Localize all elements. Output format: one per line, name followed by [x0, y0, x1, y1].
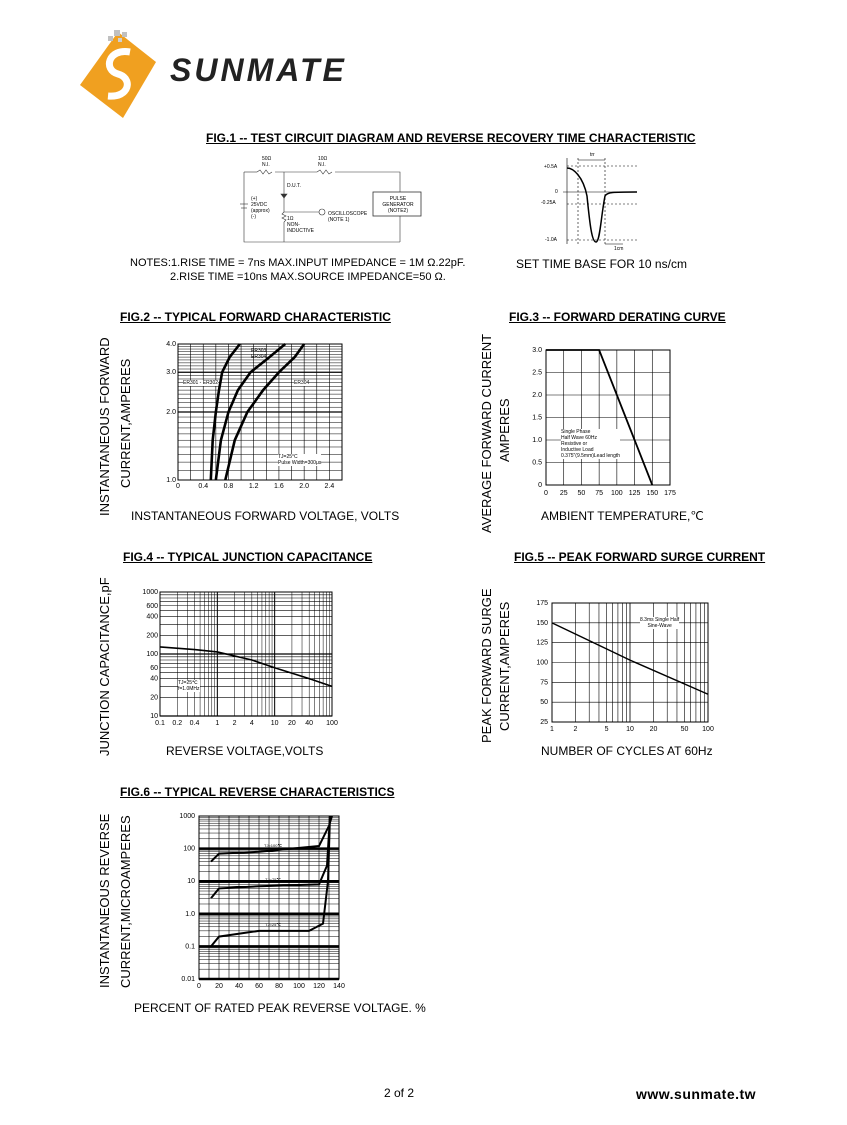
fig5-y-tick-label: 50 — [540, 699, 548, 707]
fig1-dut-label: D.U.T. — [287, 183, 301, 189]
fig3-x-tick-label: 125 — [628, 490, 641, 497]
fig1-source-label: (+) 25VDC (approx) (-) — [251, 196, 270, 220]
fig3-x-tick-label: 0 — [544, 490, 548, 497]
brand-logo — [78, 30, 348, 120]
fig2-x-tick-label: 0.4 — [198, 483, 209, 490]
fig4-x-tick-label: 0.2 — [172, 720, 183, 727]
fig6-xlabel: PERCENT OF RATED PEAK REVERSE VOLTAGE. % — [134, 1001, 426, 1015]
fig4-y-tick-label: 60 — [150, 664, 158, 672]
fig4-x-tick-label: 0.4 — [189, 720, 200, 727]
fig4-x-tick-label: 100 — [326, 720, 338, 727]
fig1-timebase: SET TIME BASE FOR 10 ns/cm — [516, 257, 687, 271]
fig4-annotation: TJ=25℃ f=1.0MHz — [178, 680, 200, 692]
fig2-x-tick-label: 1.2 — [248, 483, 259, 490]
fig3-x-tick-label: 50 — [577, 490, 586, 497]
fig2-y-tick-label: 2.0 — [166, 409, 176, 416]
fig5-ylabel-2: CURRENT,AMPERES — [497, 601, 512, 731]
fig6-y-tick-label: 1.0 — [185, 910, 195, 918]
fig2-ylabel-2: CURRENT,AMPERES — [118, 358, 133, 488]
fig5-x-tick-label: 20 — [649, 726, 658, 733]
website[interactable]: www.sunmate.tw — [636, 1086, 757, 1102]
fig4-y-tick-label: 600 — [146, 602, 158, 610]
fig6-y-tick-label: 100 — [183, 845, 195, 853]
fig3-chart — [532, 347, 686, 497]
fig3-y-tick-label: 1.5 — [532, 414, 542, 422]
fig6-curve-label: TJ=100℃ — [264, 842, 282, 848]
fig1-recovery-waveform — [563, 156, 643, 248]
fig4-y-tick-label: 20 — [150, 694, 158, 702]
fig4-chart — [142, 588, 338, 727]
fig6-curve-label: TJ=75℃ — [265, 877, 281, 883]
fig1-r3-label: 1Ω NON- INDUCTIVE — [287, 216, 314, 234]
fig6-x-tick-label: 80 — [275, 983, 283, 990]
fig4-y-tick-label: 400 — [146, 613, 158, 621]
fig6-y-tick-label: 0.01 — [181, 976, 195, 983]
fig5-x-tick-label: 100 — [702, 726, 714, 733]
fig2-annotation-er301: ER301 - ER302 — [183, 380, 219, 386]
fig5-y-tick-label: 175 — [536, 600, 548, 607]
fig2-ylabel-1: INSTANTANEOUS FORWARD — [97, 337, 112, 516]
fig6-x-tick-label: 60 — [255, 983, 263, 990]
fig2-y-tick-label: 4.0 — [166, 341, 176, 348]
fig2-y-tick-label: 3.0 — [166, 369, 176, 377]
fig6-chart — [179, 813, 345, 990]
fig4-x-tick-label: 20 — [288, 720, 296, 727]
fig2-y-tick-label: 1.0 — [166, 477, 176, 484]
fig5-y-tick-label: 100 — [536, 659, 548, 667]
fig2-annotation-conditions: TJ=25°C Pulse Width=300μs — [278, 454, 322, 466]
fig2-title: FIG.2 -- TYPICAL FORWARD CHARACTERISTIC — [120, 310, 391, 324]
fig5-y-tick-label: 150 — [536, 619, 548, 627]
fig1-wave-label-0: +0.5A — [544, 164, 558, 170]
fig1-notes-2: 2.RISE TIME =10ns MAX.SOURCE IMPEDANCE=50 Ω. — [170, 271, 446, 283]
fig5-x-tick-label: 10 — [626, 726, 634, 733]
fig1-trr-label: trr — [590, 152, 595, 158]
fig3-y-tick-label: 3.0 — [532, 347, 542, 354]
fig2-x-tick-label: 1.6 — [274, 483, 284, 490]
fig2-annotation-er303: ER303 ER304 — [251, 348, 267, 360]
fig3-y-tick-label: 2.0 — [532, 392, 542, 399]
fig4-y-tick-label: 1000 — [142, 589, 158, 596]
fig1-r2-label: 10Ω N.I. — [318, 156, 328, 168]
fig4-x-tick-label: 0.1 — [155, 720, 165, 727]
fig4-x-tick-label: 4 — [249, 720, 254, 727]
fig5-x-tick-label: 5 — [604, 726, 609, 733]
fig6-title: FIG.6 -- TYPICAL REVERSE CHARACTERISTICS — [120, 785, 395, 799]
fig5-chart — [536, 599, 714, 733]
fig3-ylabel-1: AVERAGE FORWARD CURRENT — [479, 333, 494, 533]
fig5-x-tick-label: 1 — [550, 726, 554, 733]
fig1-scope-label: OSCILLOSCOPE (NOTE 1) — [328, 211, 368, 223]
fig3-y-tick-label: 0.5 — [532, 459, 542, 467]
fig1-wave-label-2: -0.25A — [541, 200, 556, 206]
fig3-x-tick-label: 100 — [611, 490, 623, 497]
fig3-x-tick-label: 175 — [664, 490, 676, 497]
fig4-y-tick-label: 40 — [150, 675, 158, 683]
fig3-annotation: Single Phase Half Wave 60Hz Resistive or Inductive Load 0.375"(9.5mm)Lead length — [561, 429, 621, 459]
brand-name: SUNMATE — [170, 52, 347, 88]
fig2-x-tick-label: 2.0 — [299, 483, 310, 490]
fig2-x-tick-label: 0.8 — [223, 483, 234, 490]
fig1-1cm-label: 1cm — [614, 246, 624, 252]
fig4-y-tick-label: 10 — [150, 713, 158, 720]
fig6-y-tick-label: 0.1 — [185, 943, 195, 951]
fig4-xlabel: REVERSE VOLTAGE,VOLTS — [166, 744, 324, 758]
fig2-x-tick-label: 0 — [176, 483, 180, 490]
fig6-ylabel-1: INSTANTANEOUS REVERSE — [97, 813, 112, 988]
brand-logo-mark — [78, 30, 168, 120]
fig4-title: FIG.4 -- TYPICAL JUNCTION CAPACITANCE — [123, 550, 373, 564]
fig6-x-tick-label: 140 — [333, 983, 345, 990]
fig3-x-tick-label: 150 — [646, 490, 659, 497]
fig4-x-tick-label: 10 — [270, 720, 279, 727]
fig5-y-tick-label: 25 — [540, 719, 548, 726]
fig3-xlabel: AMBIENT TEMPERATURE,℃ — [541, 509, 704, 523]
fig4-ylabel: JUNCTION CAPACITANCE,pF — [97, 577, 112, 756]
fig6-x-tick-label: 20 — [215, 983, 223, 990]
fig5-x-tick-label: 2 — [573, 726, 578, 733]
fig6-x-tick-label: 100 — [293, 983, 305, 990]
fig1-wave-label-3: -1.0A — [545, 237, 557, 243]
fig2-annotation-er304: ER304 — [294, 380, 310, 386]
fig3-title: FIG.3 -- FORWARD DERATING CURVE — [509, 310, 726, 324]
fig5-annotation: 8.3ms Single Half Sine-Wave — [640, 617, 680, 629]
page-number: 2 of 2 — [384, 1086, 415, 1100]
fig4-x-tick-label: 40 — [305, 720, 314, 727]
fig1-wave-label-1: 0 — [555, 189, 558, 195]
fig6-y-tick-label: 1000 — [179, 813, 195, 820]
fig5-y-tick-label: 75 — [540, 679, 548, 687]
fig1-title: FIG.1 -- TEST CIRCUIT DIAGRAM AND REVERSE RECOVERY TIME CHARACTERISTIC — [206, 131, 696, 145]
fig6-x-tick-label: 120 — [313, 983, 325, 990]
fig5-x-tick-label: 50 — [680, 726, 689, 733]
fig3-y-tick-label: 1.0 — [532, 437, 542, 444]
fig5-title: FIG.5 -- PEAK FORWARD SURGE CURRENT — [514, 550, 766, 564]
fig1-notes-1: NOTES:1.RISE TIME = 7ns MAX.INPUT IMPEDANCE = 1M Ω.22pF. — [130, 257, 466, 269]
fig5-y-tick-label: 125 — [536, 639, 548, 647]
fig4-y-tick-label: 100 — [146, 651, 158, 658]
fig2-xlabel: INSTANTANEOUS FORWARD VOLTAGE, VOLTS — [131, 509, 400, 523]
fig2-x-tick-label: 2.4 — [324, 483, 335, 490]
fig6-x-tick-label: 40 — [235, 983, 243, 990]
fig6-x-tick-label: 0 — [197, 983, 201, 990]
fig4-y-tick-label: 200 — [146, 632, 158, 640]
fig3-y-tick-label: 0 — [538, 482, 542, 489]
fig1-pulse-label: PULSE GENERATOR (NOTE2) — [382, 196, 414, 214]
fig4-x-tick-label: 2 — [232, 720, 237, 727]
fig3-ylabel-2: AMPERES — [497, 398, 512, 462]
fig1-r1-label: 50Ω N.I. — [262, 156, 272, 168]
fig3-x-tick-label: 25 — [559, 490, 568, 497]
fig6-curve-label: TJ=25℃ — [265, 921, 281, 927]
fig6-y-tick-label: 10 — [187, 878, 195, 886]
fig4-x-tick-label: 1 — [215, 720, 220, 727]
fig5-ylabel-1: PEAK FORWARD SURGE — [479, 588, 494, 743]
fig6-ylabel-2: CURRENT,MICROAMPERES — [118, 815, 133, 988]
fig3-y-tick-label: 2.5 — [532, 369, 542, 377]
fig3-x-tick-label: 75 — [595, 490, 604, 497]
fig5-xlabel: NUMBER OF CYCLES AT 60Hz — [541, 744, 713, 758]
